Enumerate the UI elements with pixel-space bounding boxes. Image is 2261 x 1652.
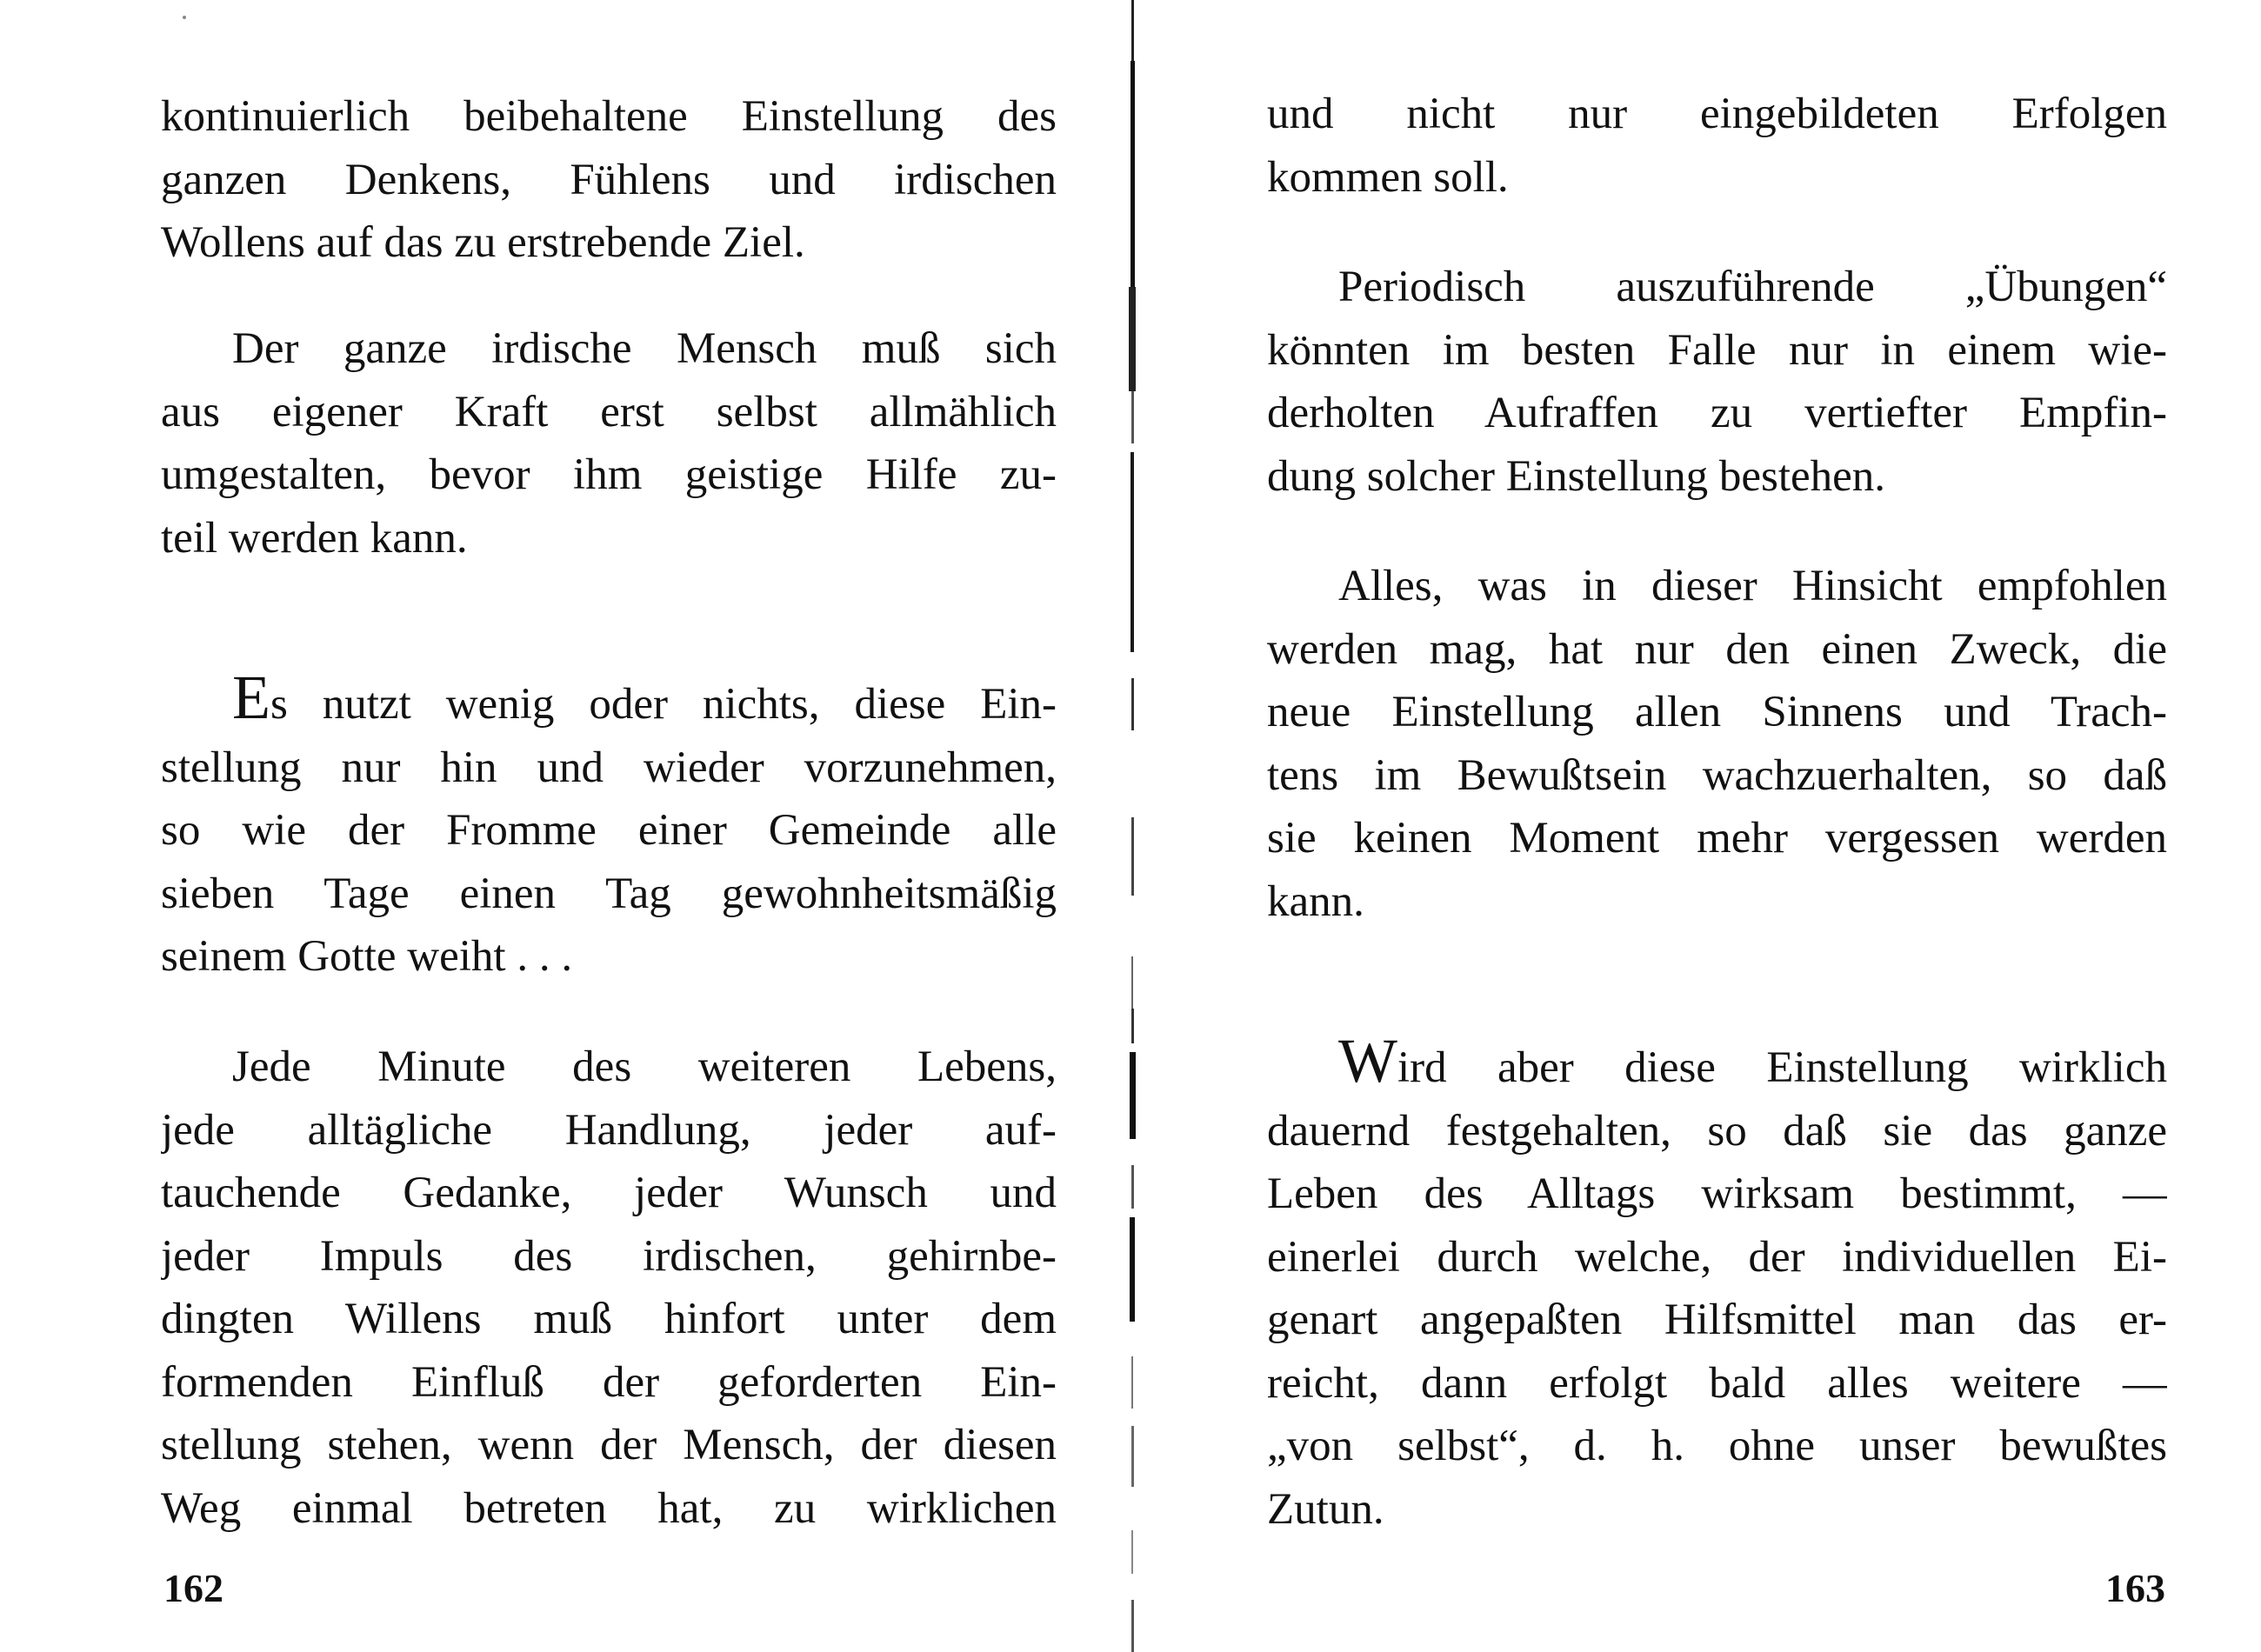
section-initial: W bbox=[1338, 1036, 1397, 1096]
text-line: „von selbst“, d. h. ohne unser bewußtes bbox=[1267, 1422, 2167, 1470]
page-number: 162 bbox=[163, 1566, 223, 1610]
text-line: einerlei durch welche, der individuellen Ei- bbox=[1267, 1232, 2167, 1282]
text-line: umgestalten, bevor ihm geistige Hilfe zu- bbox=[161, 450, 1057, 499]
text-line: Der ganze irdische Mensch muß sich bbox=[232, 324, 1057, 373]
right-paragraph-2 bbox=[1267, 256, 2167, 508]
text-line: so wie der Fromme einer Gemeinde alle bbox=[161, 806, 1057, 855]
text-line: aus eigener Kraft erst selbst allmählich bbox=[161, 387, 1057, 436]
text-line: tauchende Gedanke, jeder Wunsch und bbox=[161, 1169, 1057, 1217]
text-line: könnten im besten Falle nur in einem wie- bbox=[1267, 325, 2167, 375]
text-line-with-initial bbox=[161, 673, 1057, 736]
left-paragraph-4 bbox=[161, 1036, 1057, 1540]
right-paragraph-1 bbox=[1267, 83, 2167, 209]
text-line: sie keinen Moment mehr vergessen werden bbox=[1267, 814, 2167, 863]
text-line: Zutun. bbox=[1267, 1484, 1384, 1534]
text-line: stellung nur hin und wieder vorzunehmen, bbox=[161, 743, 1057, 792]
text-line-rest: s nutzt wenig oder nichts, diese Ein- bbox=[270, 680, 1057, 729]
right-paragraph-4 bbox=[1267, 1036, 2167, 1541]
section-initial: E bbox=[232, 673, 270, 732]
right-page bbox=[1130, 0, 2261, 1652]
text-line-with-initial bbox=[1267, 1036, 2167, 1100]
left-paragraph-2 bbox=[161, 317, 1057, 570]
text-line: werden mag, hat nur den einen Zweck, die bbox=[1267, 624, 2167, 674]
text-line: derholten Aufraffen zu vertiefter Empfin- bbox=[1267, 389, 2167, 437]
text-line: seinem Gotte weiht . . . bbox=[161, 932, 573, 981]
text-line: kontinuierlich beibehaltene Einstellung des bbox=[161, 92, 1057, 141]
text-line: tens im Bewußtsein wachzuerhalten, so daß bbox=[1267, 750, 2167, 800]
page-number: 163 bbox=[2105, 1566, 2165, 1610]
text-line: sieben Tage einen Tag gewohnheitsmäßig bbox=[161, 869, 1057, 918]
text-line: reicht, dann erfolgt bald alles weitere — bbox=[1267, 1358, 2167, 1408]
text-line-rest: ird aber diese Einstellung wirklich bbox=[1397, 1043, 2167, 1092]
text-line: formenden Einfluß der geforderten Ein- bbox=[161, 1357, 1057, 1407]
text-line: teil werden kann. bbox=[161, 513, 468, 563]
left-page bbox=[0, 0, 1130, 1652]
text-line: und nicht nur eingebildeten Erfolgen bbox=[1267, 90, 2167, 138]
text-line: jeder Impuls des irdischen, gehirnbe- bbox=[161, 1231, 1057, 1281]
right-paragraph-3 bbox=[1267, 555, 2167, 933]
left-paragraph-3 bbox=[161, 673, 1057, 989]
text-line: stellung stehen, wenn der Mensch, der diesen bbox=[161, 1421, 1057, 1469]
text-line: ganzen Denkens, Fühlens und irdischen bbox=[161, 155, 1057, 204]
text-line: Weg einmal betreten hat, zu wirklichen bbox=[161, 1483, 1057, 1533]
text-line: Periodisch auszuführende „Übungen“ bbox=[1338, 263, 2167, 311]
text-line: dauernd festgehalten, so daß sie das ganze bbox=[1267, 1106, 2167, 1156]
text-line: dingten Willens muß hinfort unter dem bbox=[161, 1295, 1057, 1343]
text-line: Leben des Alltags wirksam bestimmt, — bbox=[1267, 1169, 2167, 1218]
text-line: dung solcher Einstellung bestehen. bbox=[1267, 451, 1886, 501]
scan-speck bbox=[183, 16, 186, 19]
text-line: Alles, was in dieser Hinsicht empfohlen bbox=[1338, 562, 2167, 610]
text-line: kann. bbox=[1267, 876, 1364, 926]
text-line: genart angepaßten Hilfsmittel man das er- bbox=[1267, 1296, 2167, 1344]
text-line: jede alltägliche Handlung, jeder auf- bbox=[161, 1105, 1057, 1155]
text-line: Wollens auf das zu erstrebende Ziel. bbox=[161, 218, 805, 267]
text-line: neue Einstellung allen Sinnens und Trach- bbox=[1267, 688, 2167, 736]
text-line: Jede Minute des weiteren Lebens, bbox=[232, 1042, 1057, 1091]
left-paragraph-1 bbox=[161, 85, 1057, 275]
text-line: kommen soll. bbox=[1267, 152, 1509, 202]
